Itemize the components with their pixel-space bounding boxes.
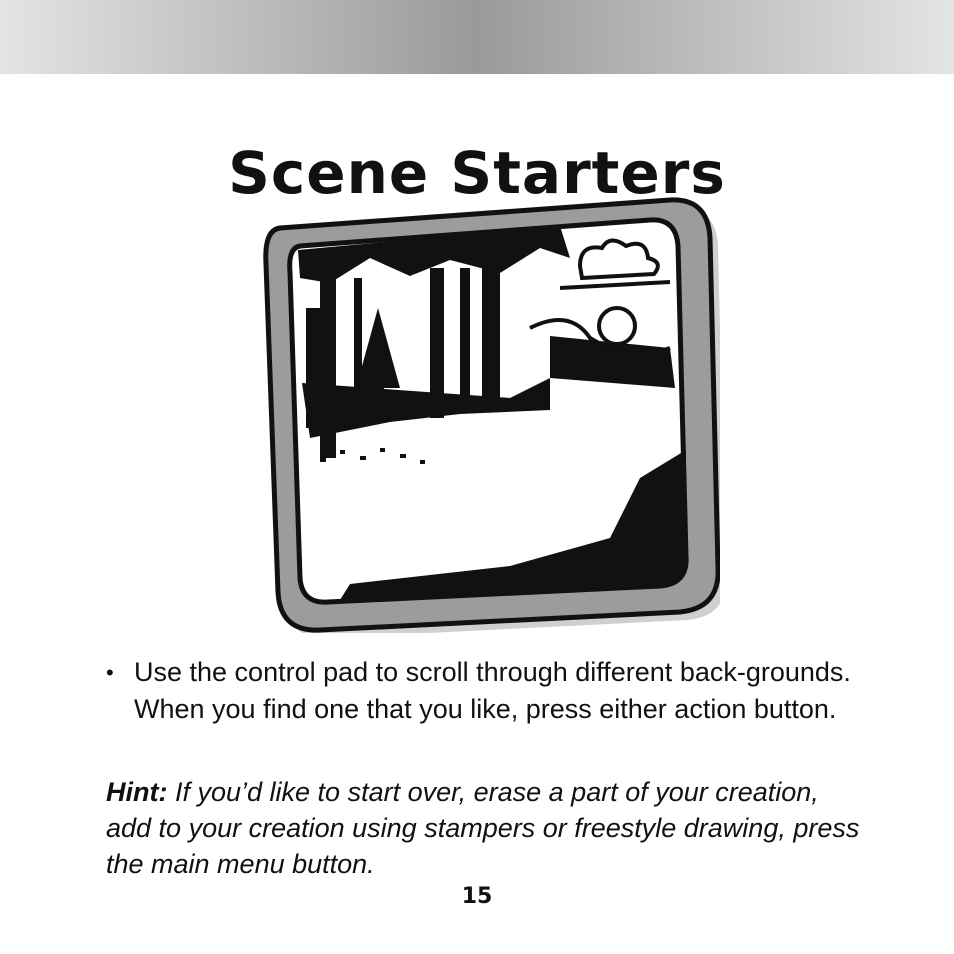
hint-text: If you’d like to start over, erase a part of your creation, add to your creation using stampers or freestyle drawing, press the main menu button.	[106, 777, 860, 879]
list-item-text: Use the control pad to scroll through different back-grounds. When you find one that you like, press either action button.	[134, 657, 851, 724]
bullet-icon: •	[106, 660, 114, 685]
hint-label: Hint:	[106, 777, 168, 807]
page-title: Scene Starters	[228, 138, 726, 207]
page-number: 15	[461, 884, 493, 909]
header-band	[0, 0, 954, 74]
screen-illustration	[250, 188, 720, 633]
hint-paragraph	[106, 774, 866, 882]
instruction-list	[106, 654, 866, 728]
list-item	[106, 654, 866, 728]
